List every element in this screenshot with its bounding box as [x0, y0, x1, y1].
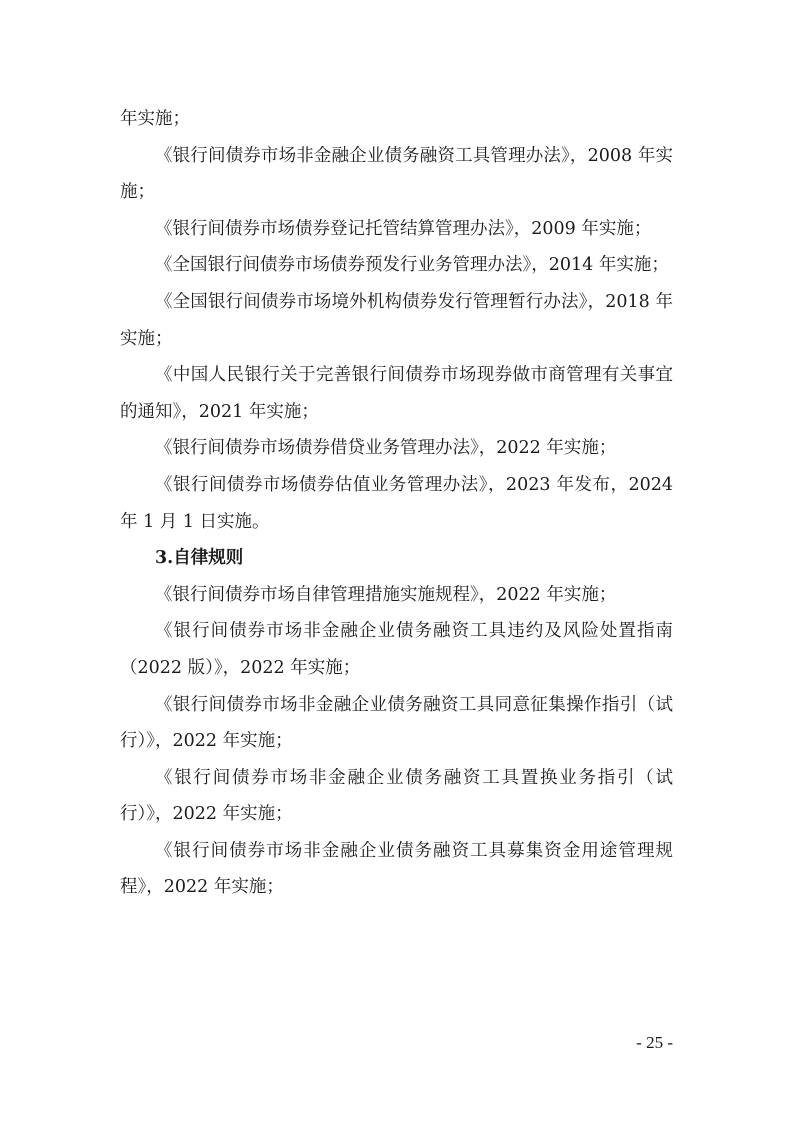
paragraph-regulation: 《全国银行间债券市场境外机构债券发行管理暂行办法》，2018 年实施； [120, 291, 673, 349]
paragraph-self-regulation-rule: 《银行间债券市场自律管理措施实施规程》，2022 年实施； [155, 584, 617, 605]
paragraph-regulation: 《中国人民银行关于完善银行间债券市场现券做市商管理有关事宜的通知》，2021 年实施； [120, 365, 673, 422]
paragraph-continuation: 年实施； [120, 109, 190, 129]
paragraph-self-regulation-rule: 《银行间债券市场非金融企业债务融资工具置换业务指引（试行）》，2022 年实施； [120, 767, 673, 825]
paragraph-self-regulation-rule: 《银行间债券市场非金融企业债务融资工具同意征集操作指引（试行）》，2022 年实施； [120, 694, 673, 752]
paragraph-self-regulation-rule: 《银行间债券市场非金融企业债务融资工具募集资金用途管理规程》，2022 年实施； [120, 840, 673, 898]
page-number: - 25 - [636, 1033, 673, 1052]
paragraph-regulation: 《银行间债券市场债券登记托管结算管理办法》，2009 年实施； [155, 218, 652, 239]
paragraph-regulation: 《银行间债券市场债券借贷业务管理办法》，2022 年实施； [155, 438, 617, 459]
section-heading: 3.自律规则 [155, 548, 244, 569]
paragraph-regulation: 《银行间债券市场债券估值业务管理办法》，2023 年发布，2024 年 1 月 1 日实施。 [120, 474, 673, 532]
document-body [120, 101, 673, 906]
paragraph-regulation: 《银行间债券市场非金融企业债务融资工具管理办法》，2008 年实施； [120, 145, 673, 203]
paragraph-self-regulation-rule: 《银行间债券市场非金融企业债务融资工具违约及风险处置指南（2022 版）》，2022 年实施； [120, 621, 673, 678]
paragraph-regulation: 《全国银行间债券市场债券预发行业务管理办法》，2014 年实施； [155, 255, 669, 276]
